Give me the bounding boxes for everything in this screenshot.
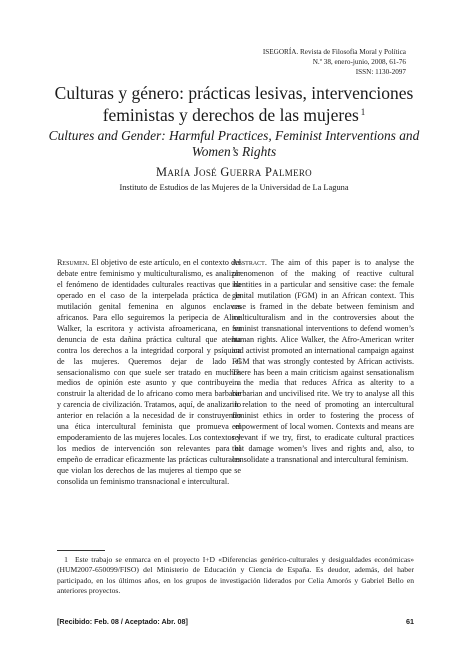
page-number: 61 (406, 617, 414, 626)
abstract-english (232, 258, 414, 466)
article-title-english: Cultures and Gender: Harmful Practices, Feminist Interventions and Women’s Rights (48, 128, 420, 159)
article-title-spanish-text: Culturas y género: prácticas lesivas, intervenciones feministas y derechos de las mujeres (54, 83, 414, 125)
abstract-english-text: The aim of this paper is to analyse the phenomenon of the making of reactive cultural identities in a particular and sensitive case: the female genital mutilation (FGM) in an African context. This case is framed in the debate between feminism and multiculturalism and in the controversies about the feminist transnational interventions to defend women’s human rights. Alice Walker, the Afro-American writer and activist promoted an international campaign against FGM that was strongly contested by African activists. There has been a main criticism against sensationalism in the media that reduces Africa as alterity to a barbarian and uncivilised rite. We try to analyse all this in relation to the need of promoting an intercultural feminist ethics in order to fostering the process of empowerment of local women. Contexts and means are relevant if we try, first, to eradicate cultural practices that damage women’s lives and rights and, also, to consolidate a transnational and intercultural feminism. (232, 258, 414, 465)
footnote-divider (57, 550, 105, 551)
abstract-english-label: Abstract. (232, 258, 267, 267)
abstract-spanish (57, 258, 241, 488)
journal-header (263, 47, 406, 77)
footnote-text: Este trabajo se enmarca en el proyecto I+D «Diferencias genérico-culturales y desigualdades económicas» (HUM2007-650099/FISO) del Ministerio de Educación y Ciencia de España. Es deudor, además, del haber participado, en los últimos años, en los grupos de investigación liderados por Celia Amorós y Gabriel Bello en anteriores proyectos. (57, 555, 414, 595)
title-footnote-mark[interactable]: 1 (360, 106, 366, 117)
author-name: María José Guerra Palmero (156, 165, 312, 179)
author-affiliation: Instituto de Estudios de las Mujeres de la Universidad de La Laguna (119, 183, 349, 192)
journal-issue: N.º 38, enero-junio, 2008, 61-76 (312, 58, 406, 66)
journal-name: ISEGORÍA. Revista de Filosofía Moral y Política (262, 48, 406, 56)
article-title-spanish (40, 84, 428, 124)
title-block (40, 84, 428, 193)
journal-issn: ISSN: 1130-2097 (355, 68, 406, 76)
footnote (57, 555, 414, 596)
received-accepted-dates: [Recibido: Feb. 08 / Aceptado: Abr. 08] (57, 617, 188, 626)
page-footer (57, 617, 414, 626)
abstract-spanish-text: El objetivo de este artículo, en el contexto del debate entre feminismo y multiculturalismo, es analizar el fenómeno de identidades culturales reactivas que ha operado en el caso de la interpelada práctica de la mutilación genital femenina en algunos enclaves africanos. Para ello seguiremos la peripecia de Alice Walker, la escritora y activista afroamericana, en su denuncia de esta dañina práctica cultural que atenta contra los derechos a la integridad corporal y psíquica de las mujeres. Queremos dejar de lado el sensacionalismo con que suele ser tratado en muchos medios de opinión este asunto y que contribuye a construir la alteridad de lo africano como mera barbarie y carencia de civilización. Tratamos, aquí, de analizar lo anterior en relación a la necesidad de ir construyendo una ética intercultural feminista que promueva el empoderamiento de las mujeres locales. Los contextos y los medios de intervención son relevantes para el empeño de erradicar eficazmente las prácticas culturales que violan los derechos de las mujeres al tiempo que se consolida un feminismo transnacional e intercultural. (57, 258, 241, 487)
abstract-spanish-label: Resumen. (57, 258, 90, 267)
footnote-mark: 1 (64, 555, 68, 564)
